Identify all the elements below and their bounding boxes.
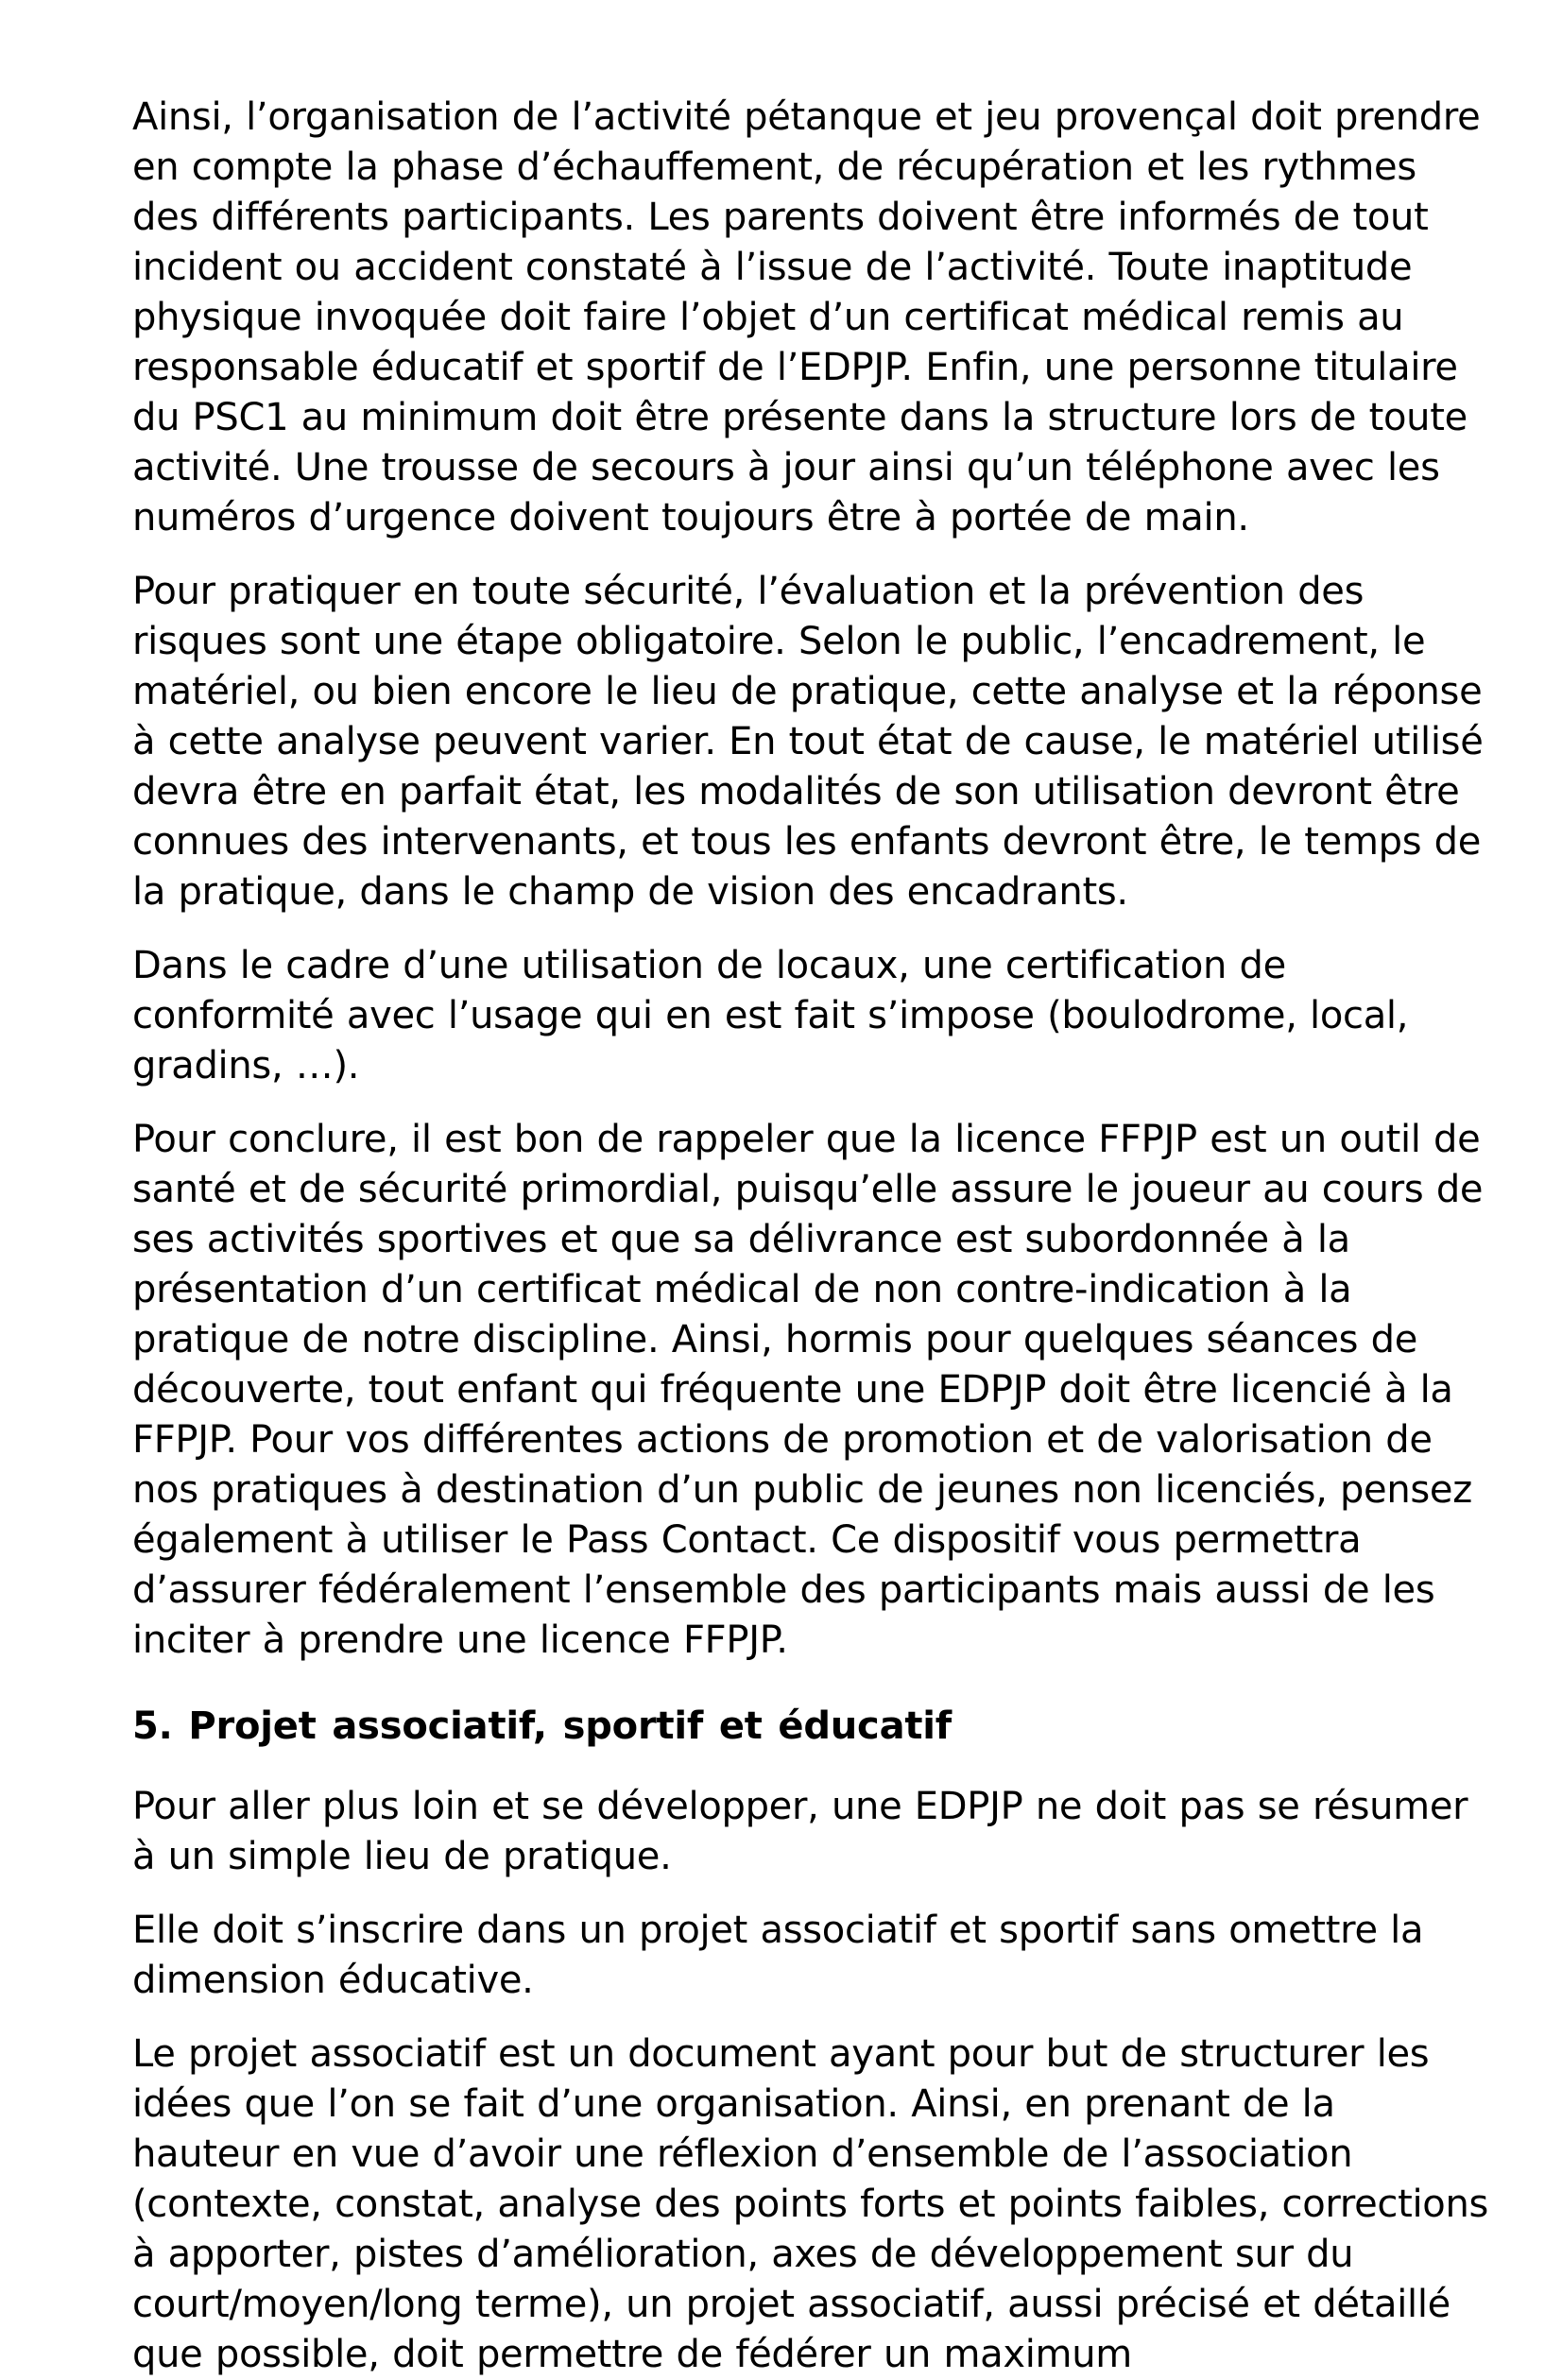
paragraph-project-document-purpose: Le projet associatif est un document ayant pour but de structurer les idées que l’on se fait d’une organisation. Ainsi, en prenant de la hauteur en vue d’avoir une réflexion d’ensemble de l’association (contexte, constat, analyse des points forts et points faibles, corrections à apporter, pistes d’amélioration, axes de développement sur du court/moyen/long terme), un projet associatif, aussi précisé et détaillé que possible, doit permettre de fédérer un maximum (132, 2032, 1489, 2376)
paragraph-premises-certification: Dans le cadre d’une utilisation de locaux, une certification de conformité avec l’usage qui en est fait s’impose (boulodrome, local, gradins, …). (132, 944, 1409, 1087)
paragraph-activity-organisation: Ainsi, l’organisation de l’activité pétanque et jeu provençal doit prendre en compte la phase d’échauffement, de récupération et les rythmes des différents participants. Les parents doivent être informés de tout incident ou accident constaté à l’issue de l’activité. Toute inaptitude physique invoquée doit faire l’objet d’un certificat médical remis au responsable éducatif et sportif de l’EDPJP. Enfin, une personne titulaire du PSC1 au minimum doit être présente dans la structure lors de toute activité. Une trousse de secours à jour ainsi qu’un téléphone avec les numéros d’urgence doivent toujours être à portée de main. (132, 95, 1481, 539)
section-heading-projet-associatif: 5. Projet associatif, sportif et éducatif (132, 1704, 952, 1748)
paragraph-edpjp-development: Pour aller plus loin et se développer, une EDPJP ne doit pas se résumer à un simple lieu de pratique. (132, 1785, 1468, 1878)
paragraph-risk-prevention: Pour pratiquer en toute sécurité, l’évaluation et la prévention des risques sont une étape obligatoire. Selon le public, l’encadrement, le matériel, ou bien encore le lieu de pratique, cette analyse et la réponse à cette analyse peuvent varier. En tout état de cause, le matériel utilisé devra être en parfait état, les modalités de son utilisation devront être connues des intervenants, et tous les enfants devront être, le temps de la pratique, dans le champ de vision des encadrants. (132, 570, 1484, 914)
paragraph-ffpjp-licence-conclusion: Pour conclure, il est bon de rappeler que la licence FFPJP est un outil de santé et de sécurité primordial, puisqu’elle assure le joueur au cours de ses activités sportives et que sa délivrance est subordonnée à la présentation d’un certificat médical de non contre-indication à la pratique de notre discipline. Ainsi, hormis pour quelques séances de découverte, tout enfant qui fréquente une EDPJP doit être licencié à la FFPJP. Pour vos différentes actions de promotion et de valorisation de nos pratiques à destination d’un public de jeunes non licenciés, pensez également à utiliser le Pass Contact. Ce dispositif vous permettra d’assurer fédéralement l’ensemble des participants mais aussi de les inciter à prendre une licence FFPJP. (132, 1118, 1484, 1662)
document-text-column (132, 93, 1494, 2380)
paragraph-associative-sporting-project: Elle doit s’inscrire dans un projet associatif et sportif sans omettre la dimension éducative. (132, 1909, 1424, 2002)
